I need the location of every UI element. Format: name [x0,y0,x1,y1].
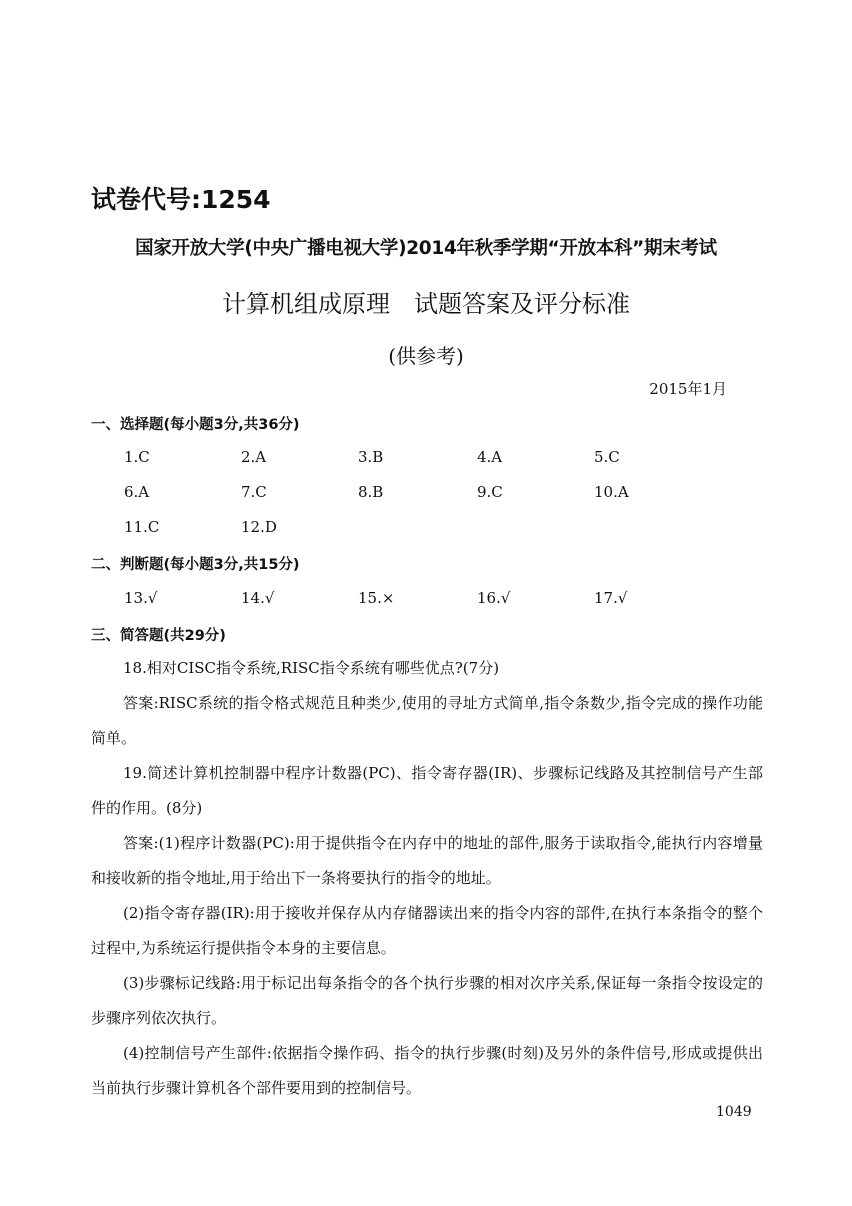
answer-item: 11.C [124,518,160,536]
answer-item: 16.√ [477,589,511,607]
answer-item: 4.A [477,448,503,466]
answer-item: 5.C [594,448,620,466]
question-18: 18.相对CISC指令系统,RISC指令系统有哪些优点?(7分) [123,659,500,677]
section-heading-short-answer: 三、简答题(共29分) [91,628,226,644]
answer-item: 17.√ [594,589,628,607]
reference-note: (供参考) [388,344,464,368]
answer-item: 1.C [124,448,150,466]
answer-item: 9.C [477,483,503,501]
answer-item: 3.B [358,448,384,466]
answer-item: 14.√ [241,589,275,607]
subject-title: 计算机组成原理 试题答案及评分标准 [222,290,630,318]
answer-item: 12.D [241,518,277,536]
answer-item: 6.A [124,483,150,501]
exam-code-label: 试卷代号:1254 [91,185,271,214]
answer-18: 答案:RISC系统的指令格式规范且种类少,使用的寻址方式简单,指令条数少,指令完成的操作功能简单。 [91,694,763,747]
answer-item: 7.C [241,483,267,501]
answer-item: 13.√ [124,589,158,607]
question-19: 19.简述计算机控制器中程序计数器(PC)、指令寄存器(IR)、步骤标记线路及其控制信号产生部件的作用。(8分) [91,764,763,817]
answer-item: 8.B [358,483,384,501]
page-number: 1049 [716,1104,752,1120]
exam-date: 2015年1月 [649,380,727,398]
answer-19-part-2: (2)指令寄存器(IR):用于接收并保存从内存储器读出来的指令内容的部件,在执行本条指令的整个过程中,为系统运行提供指令本身的主要信息。 [91,904,763,957]
answer-item: 15.× [358,589,395,607]
section-heading-judgement: 二、判断题(每小题3分,共15分) [91,557,300,573]
answer-19-part-1: 答案:(1)程序计数器(PC):用于提供指令在内存中的地址的部件,服务于读取指令,能执行内容增量和接收新的指令地址,用于给出下一条将要执行的指令的地址。 [91,834,763,887]
answer-19-part-3: (3)步骤标记线路:用于标记出每条指令的各个执行步骤的相对次序关系,保证每一条指令按设定的步骤序列依次执行。 [91,974,763,1027]
answer-item: 10.A [594,483,629,501]
answer-item: 2.A [241,448,267,466]
exam-title: 国家开放大学(中央广播电视大学)2014年秋季学期“开放本科”期末考试 [135,238,717,259]
answer-19-part-4: (4)控制信号产生部件:依据指令操作码、指令的执行步骤(时刻)及另外的条件信号,形成或提供出当前执行步骤计算机各个部件要用到的控制信号。 [91,1044,763,1097]
section-heading-choice: 一、选择题(每小题3分,共36分) [91,417,300,433]
